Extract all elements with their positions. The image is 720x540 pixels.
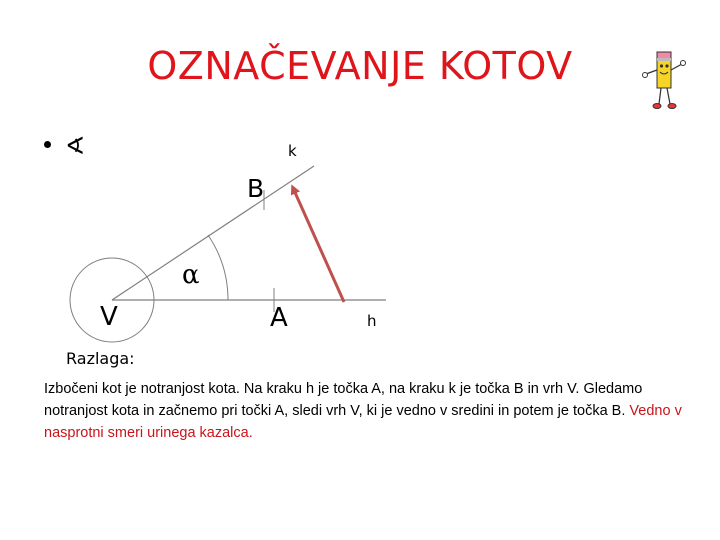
page-title: OZNAČEVANJE KOTOV bbox=[147, 44, 573, 88]
label-A: A bbox=[270, 303, 288, 333]
pencil-mascot-icon bbox=[640, 44, 688, 114]
angle-symbol: ∢ bbox=[65, 132, 86, 160]
angle-arc bbox=[208, 235, 228, 300]
explanation-body: Izbočeni kot je notranjost kota. Na kraku h je točka A, na kraku k je točka B in vrh V. Gledamo notranjost kota in začnemo pri točki A, sledi vrh V, ki je vedno v sredini in potem je točka B. bbox=[44, 381, 643, 419]
direction-arrow bbox=[293, 188, 344, 302]
label-h: h bbox=[367, 312, 377, 330]
explanation-text bbox=[44, 378, 704, 444]
label-alpha: α bbox=[182, 260, 200, 290]
ray-k bbox=[112, 166, 314, 300]
label-V: V bbox=[100, 302, 118, 332]
explanation-highlight: Vedno v nasprotni smeri urinega kazalca. bbox=[44, 403, 682, 441]
explanation-heading: Razlaga: bbox=[66, 349, 135, 368]
label-B: B bbox=[247, 174, 265, 203]
label-k: k bbox=[288, 142, 297, 160]
